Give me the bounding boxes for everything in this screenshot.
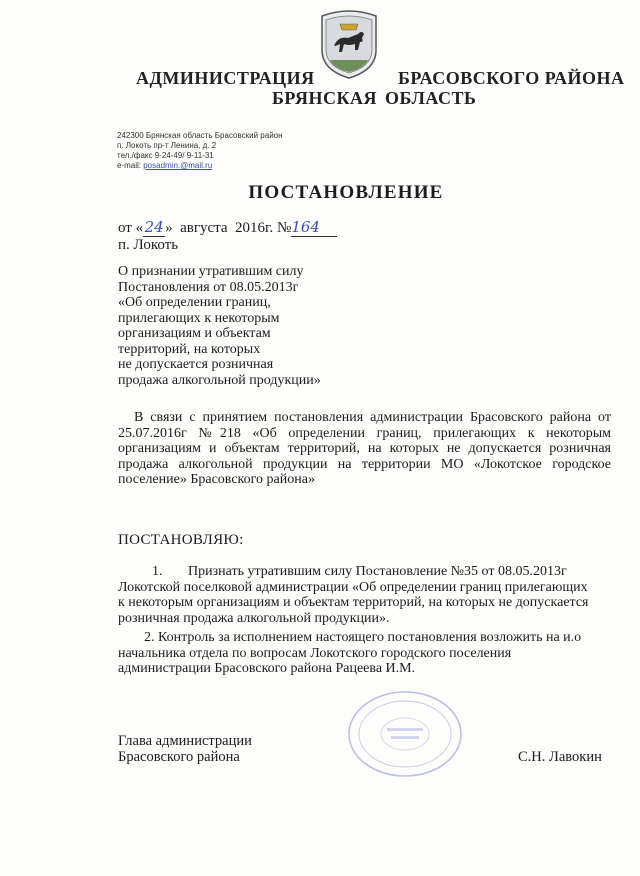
header-region-right: ОБЛАСТЬ: [385, 88, 477, 108]
preamble-line: организациям и объектам территорий, на которых не допускается розничная: [118, 441, 611, 456]
subject-line: организациям и объектам: [118, 326, 271, 341]
preamble-line: продажа алкогольной продукции на территории МО «Локотское городское: [118, 456, 611, 472]
header-org-left: АДМИНИСТРАЦИЯ: [136, 68, 315, 88]
list-item-text: Контроль за исполнением настоящего постановления возложить на и.о: [158, 630, 582, 645]
list-item-line: к некоторым организациям и объектам территорий, на которых не допускается: [118, 595, 589, 610]
signatory-name: С.Н. Лавокин: [518, 749, 602, 765]
list-item-line: администрации Брасовского района Рацеева И.М.: [118, 661, 416, 676]
header-region-left: БРЯНСКАЯ: [272, 88, 378, 108]
list-item-2: [118, 630, 611, 677]
email-link[interactable]: posadmin.@mail.ru: [143, 161, 213, 170]
list-item-1: [118, 564, 611, 626]
subject-line: территорий, на которых: [118, 341, 261, 357]
subject-line: О признании утратившим силу: [118, 264, 304, 279]
signatory-position-line-2: Брасовского района: [118, 748, 240, 765]
list-item-text: Признать утратившим силу Постановление №35 от 08.05.2013г: [188, 564, 567, 579]
address-block: [117, 131, 283, 171]
address-line-1: 242300 Брянская область Брасовский район: [117, 131, 283, 140]
document-title: ПОСТАНОВЛЕНИЕ: [248, 182, 444, 203]
date-mid: » августа 2016г. №: [165, 220, 292, 236]
subject-line: «Об определении границ,: [118, 295, 271, 310]
subject-block: [118, 264, 378, 388]
email-label: e-mail:: [117, 161, 144, 170]
preamble-line: 25.07.2016г №218 «Об определении границ, прилегающих к некоторым: [118, 425, 611, 441]
coat-of-arms-icon: [318, 6, 380, 80]
address-line-3: тел./факс 9-24-49/ 9-11-31: [117, 151, 214, 160]
list-item-line: начальника отдела по вопросам Локотского городского поселения: [118, 645, 512, 661]
signatory-position: [118, 734, 252, 765]
signatory-position-line-1: Глава администрации: [118, 733, 252, 749]
header-org-right: БРАСОВСКОГО РАЙОНА: [398, 68, 625, 88]
subject-line: прилегающих к некоторым: [118, 310, 280, 326]
preamble-paragraph: [118, 410, 611, 488]
subject-line: продажа алкогольной продукции»: [118, 372, 321, 388]
preamble-line: В связи с принятием постановления администрации Брасовского района от: [134, 410, 611, 425]
date-prefix: от «: [118, 220, 144, 236]
list-item-line: Локотской поселковой администрации «Об определении границ прилегающих: [118, 579, 588, 595]
address-email-line: [117, 161, 283, 171]
preamble-line: поселение» Брасовского района»: [118, 472, 315, 487]
list-item-line: розничная продажа алкогольной продукции».: [118, 610, 390, 626]
list-item-first-line: [118, 564, 611, 580]
list-marker: 2.: [144, 630, 155, 645]
list-item-first-line: [118, 630, 611, 646]
decree-word: ПОСТАНОВЛЯЮ:: [118, 532, 244, 548]
place: п. Локоть: [118, 237, 179, 253]
date-line: [118, 220, 337, 237]
date-day-handwritten: 24: [144, 218, 164, 236]
list-marker: 1.: [152, 564, 163, 579]
official-seal-icon: [345, 688, 465, 780]
decree-number-handwritten: 164: [291, 220, 337, 237]
address-line-2: п. Локоть пр-т Ленина, д. 2: [117, 141, 217, 150]
subject-line: Постановления от 08.05.2013г: [118, 279, 299, 295]
subject-line: не допускается розничная: [118, 357, 274, 372]
